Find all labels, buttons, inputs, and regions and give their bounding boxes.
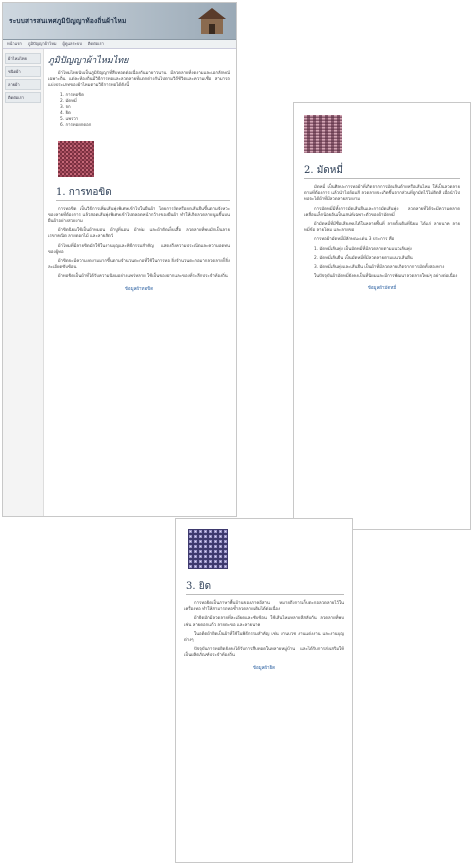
- list-item[interactable]: 5. แพรวา: [60, 116, 79, 122]
- yid-paragraph: ผ้ายิดมักมีลวดลายที่ละเอียดและซับซ้อน ใช้เส้นไหมหลายสีสลับกัน ลวดลายที่พบ เช่น ลายดอกแก้ว ลายตะขอ และลายนาค: [184, 616, 344, 628]
- khit-paragraph: ผ้าทอขิดเป็นผ้าที่ได้รับความนิยมอย่างแพร่หลาย ใช้เป็นของฝากและของที่ระลึกประจำท้องถิ่น: [58, 274, 228, 280]
- mudmee-list-item: 1. มัดหมี่เส้นพุ่ง เป็นมัดหมี่ที่มีลวดลายตามแนวเส้นพุ่ง: [314, 246, 412, 252]
- more-link-yid[interactable]: ข้อมูลผ้ายิด: [252, 665, 276, 671]
- nav-wisdom[interactable]: ภูมิปัญญาผ้าไหม: [27, 41, 57, 46]
- more-link-khit[interactable]: ข้อมูลผ้าทอขิด: [124, 286, 154, 292]
- main-content: [44, 49, 234, 517]
- nav-contact[interactable]: ติดต่อเรา: [87, 41, 104, 46]
- mudmee-list-item: 3. มัดหมี่เส้นพุ่งและเส้นยืน เป็นผ้าที่มีลวดลายเกิดจากการมัดทั้งสองทาง: [314, 265, 445, 271]
- site-header: [3, 3, 236, 40]
- yid-paragraph: การทอยิดเป็นภาษาพื้นบ้านของภาคอีสาน หมายถึงการเก็บตะกอลวดลายไว้ในเครื่องทอ ทำให้สามารถทอซ้ำลวดลายเดิมได้ต่อเนื่อง: [184, 601, 344, 613]
- sidebar-item-thai-silk[interactable]: ผ้าไหมไทย: [5, 53, 41, 64]
- site-title: ระบบสารสนเทศภูมิปัญญาท้องถิ่นผ้าไหม: [9, 17, 127, 25]
- mudmee-paragraph: มัดหมี่ เป็นศิลปะการทอผ้าที่เกิดจากการมัดเส้นด้ายหรือเส้นไหม ให้เป็นลวดลายตามที่ต้องการ แล้วนำไปย้อมสี ลวดลายจะเกิดขึ้นจากส่วนที่ถูกมัดไว้ไม่ติดสี เมื่อนำไปทอจะได้ผ้าที่มีลวดลายสวยงาม: [304, 185, 460, 203]
- yid-paragraph: ปัจจุบันการทอยิดยังคงได้รับการสืบทอดในหลายหมู่บ้าน และได้รับการส่งเสริมให้เป็นผลิตภัณฑ์ประจำท้องถิ่น: [184, 647, 344, 659]
- mudmee-list-item: 2. มัดหมี่เส้นยืน เป็นมัดหมี่ที่มีลวดลายตามแนวเส้นยืน: [314, 255, 413, 261]
- intro-paragraph: ผ้าไหมไทยนับเป็นภูมิปัญญาที่สืบทอดต่อเนื่องกันมายาวนาน มีลวดลายที่งดงามและเอกลักษณ์เฉพาะถิ่น แต่ละท้องถิ่นมีวิธีการทอและลวดลายที่แตกต่างกันไปตามวิถีชีวิตและความเชื่อ สามารถแบ่งประเภทของผ้าไหมตามวิธีการทอได้ดังนี้: [48, 71, 230, 89]
- more-link-mudmee[interactable]: ข้อมูลผ้ามัดหมี่: [367, 286, 397, 292]
- list-item[interactable]: 4. ยิด: [60, 110, 71, 116]
- section-title-khit: 1. การทอขิด: [56, 185, 230, 201]
- mudmee-paragraph: ผ้ามัดหมี่ที่มีชื่อเสียงพบได้ในหลายพื้นที่ ลายดั้งเดิมที่นิยม ได้แก่ ลายนาค ลายหมี่ข้อ ลายโคม และลายขอ: [304, 222, 460, 234]
- nav-home[interactable]: หน้าแรก: [7, 41, 22, 46]
- sidebar-item-contact[interactable]: ติดต่อเรา: [5, 92, 41, 103]
- khit-paragraph: การทอขิด เป็นวิธีการเพิ่มเส้นพุ่งพิเศษเข้าไปในผืนผ้า โดยการงัดหรือยกเส้นยืนขึ้นตามจังหวะของลายที่ต้องการ แล้วสอดเส้นพุ่งพิเศษเข้าไปตลอดหน้ากว้างของผืนผ้า ทำให้เกิดลวดลายนูนขึ้นบนผืนผ้าอย่างสวยงาม: [48, 206, 230, 225]
- mudmee-paragraph: การทอผ้ามัดหมี่มีลักษณะเด่น 3 ประการ คือ: [314, 237, 395, 243]
- khit-paragraph: ผ้าไหมที่มีลายขิดมักใช้ในงานบุญและพิธีกรรมสำคัญ แสดงถึงความประณีตและความอดทนของผู้ทอ: [48, 243, 230, 255]
- sidebar: [3, 49, 44, 517]
- weave-type-list: [60, 93, 230, 129]
- house-logo-icon: [194, 5, 230, 37]
- main-page-panel: [2, 2, 237, 517]
- nav-admin[interactable]: ผู้ดูแลระบบ: [62, 41, 82, 46]
- khit-paragraph: ผ้าขิดนิยมใช้เป็นผ้าหมอน ผ้าปูที่นอน ผ้าห่ม และผ้าตัดเย็บเสื้อ ลวดลายที่พบมักเป็นลายเรขาคณิต ลายดอกไม้ และลายสัตว์: [48, 228, 230, 240]
- list-item[interactable]: 6. การทอยกดอก: [60, 122, 92, 128]
- mudmee-fabric-thumbnail: [304, 115, 342, 153]
- page-title: ภูมิปัญญาผ้าไหมไทย: [48, 56, 129, 66]
- khit-fabric-thumbnail: [58, 141, 94, 177]
- yid-panel: [175, 518, 353, 863]
- mudmee-paragraph: การมัดหมี่มีทั้งการมัดเส้นยืนและการมัดเส้นพุ่ง ลวดลายที่ได้จะมีความคลาดเคลื่อนเล็กน้อยอันเป็นเสน่ห์เฉพาะตัวของผ้ามัดหมี่: [304, 206, 460, 218]
- list-item[interactable]: 1. การทอขิด: [60, 92, 84, 98]
- khit-paragraph: ผ้าขิดจะมีความงดงามมากขึ้นตามจำนวนตะกอที่ใช้ในการทอ ยิ่งจำนวนตะกอมากลวดลายก็ยิ่งละเอียดซับซ้อน: [48, 259, 230, 271]
- mudmee-paragraph: ในปัจจุบันผ้ามัดหมี่ยังคงเป็นที่นิยมและมีการพัฒนาลวดลายใหม่ๆ อย่างต่อเนื่อง: [314, 274, 458, 280]
- list-item[interactable]: 2. มัดหมี่: [60, 98, 77, 104]
- list-item[interactable]: 3. จก: [60, 104, 71, 110]
- top-nav: [3, 40, 236, 49]
- mudmee-panel: [293, 102, 471, 530]
- yid-fabric-thumbnail: [188, 529, 228, 569]
- sidebar-item-patterns[interactable]: ลายผ้า: [5, 79, 41, 90]
- section-title-mudmee: 2. มัดหมี่: [304, 163, 460, 179]
- section-title-yid: 3. ยิด: [186, 579, 344, 595]
- yid-paragraph: ในอดีตผ้ายิดเป็นผ้าที่ใช้ในพิธีกรรมสำคัญ เช่น งานบวช งานแต่งงาน และงานบุญต่างๆ: [184, 631, 344, 644]
- sidebar-item-fabric-types[interactable]: ชนิดผ้า: [5, 66, 41, 77]
